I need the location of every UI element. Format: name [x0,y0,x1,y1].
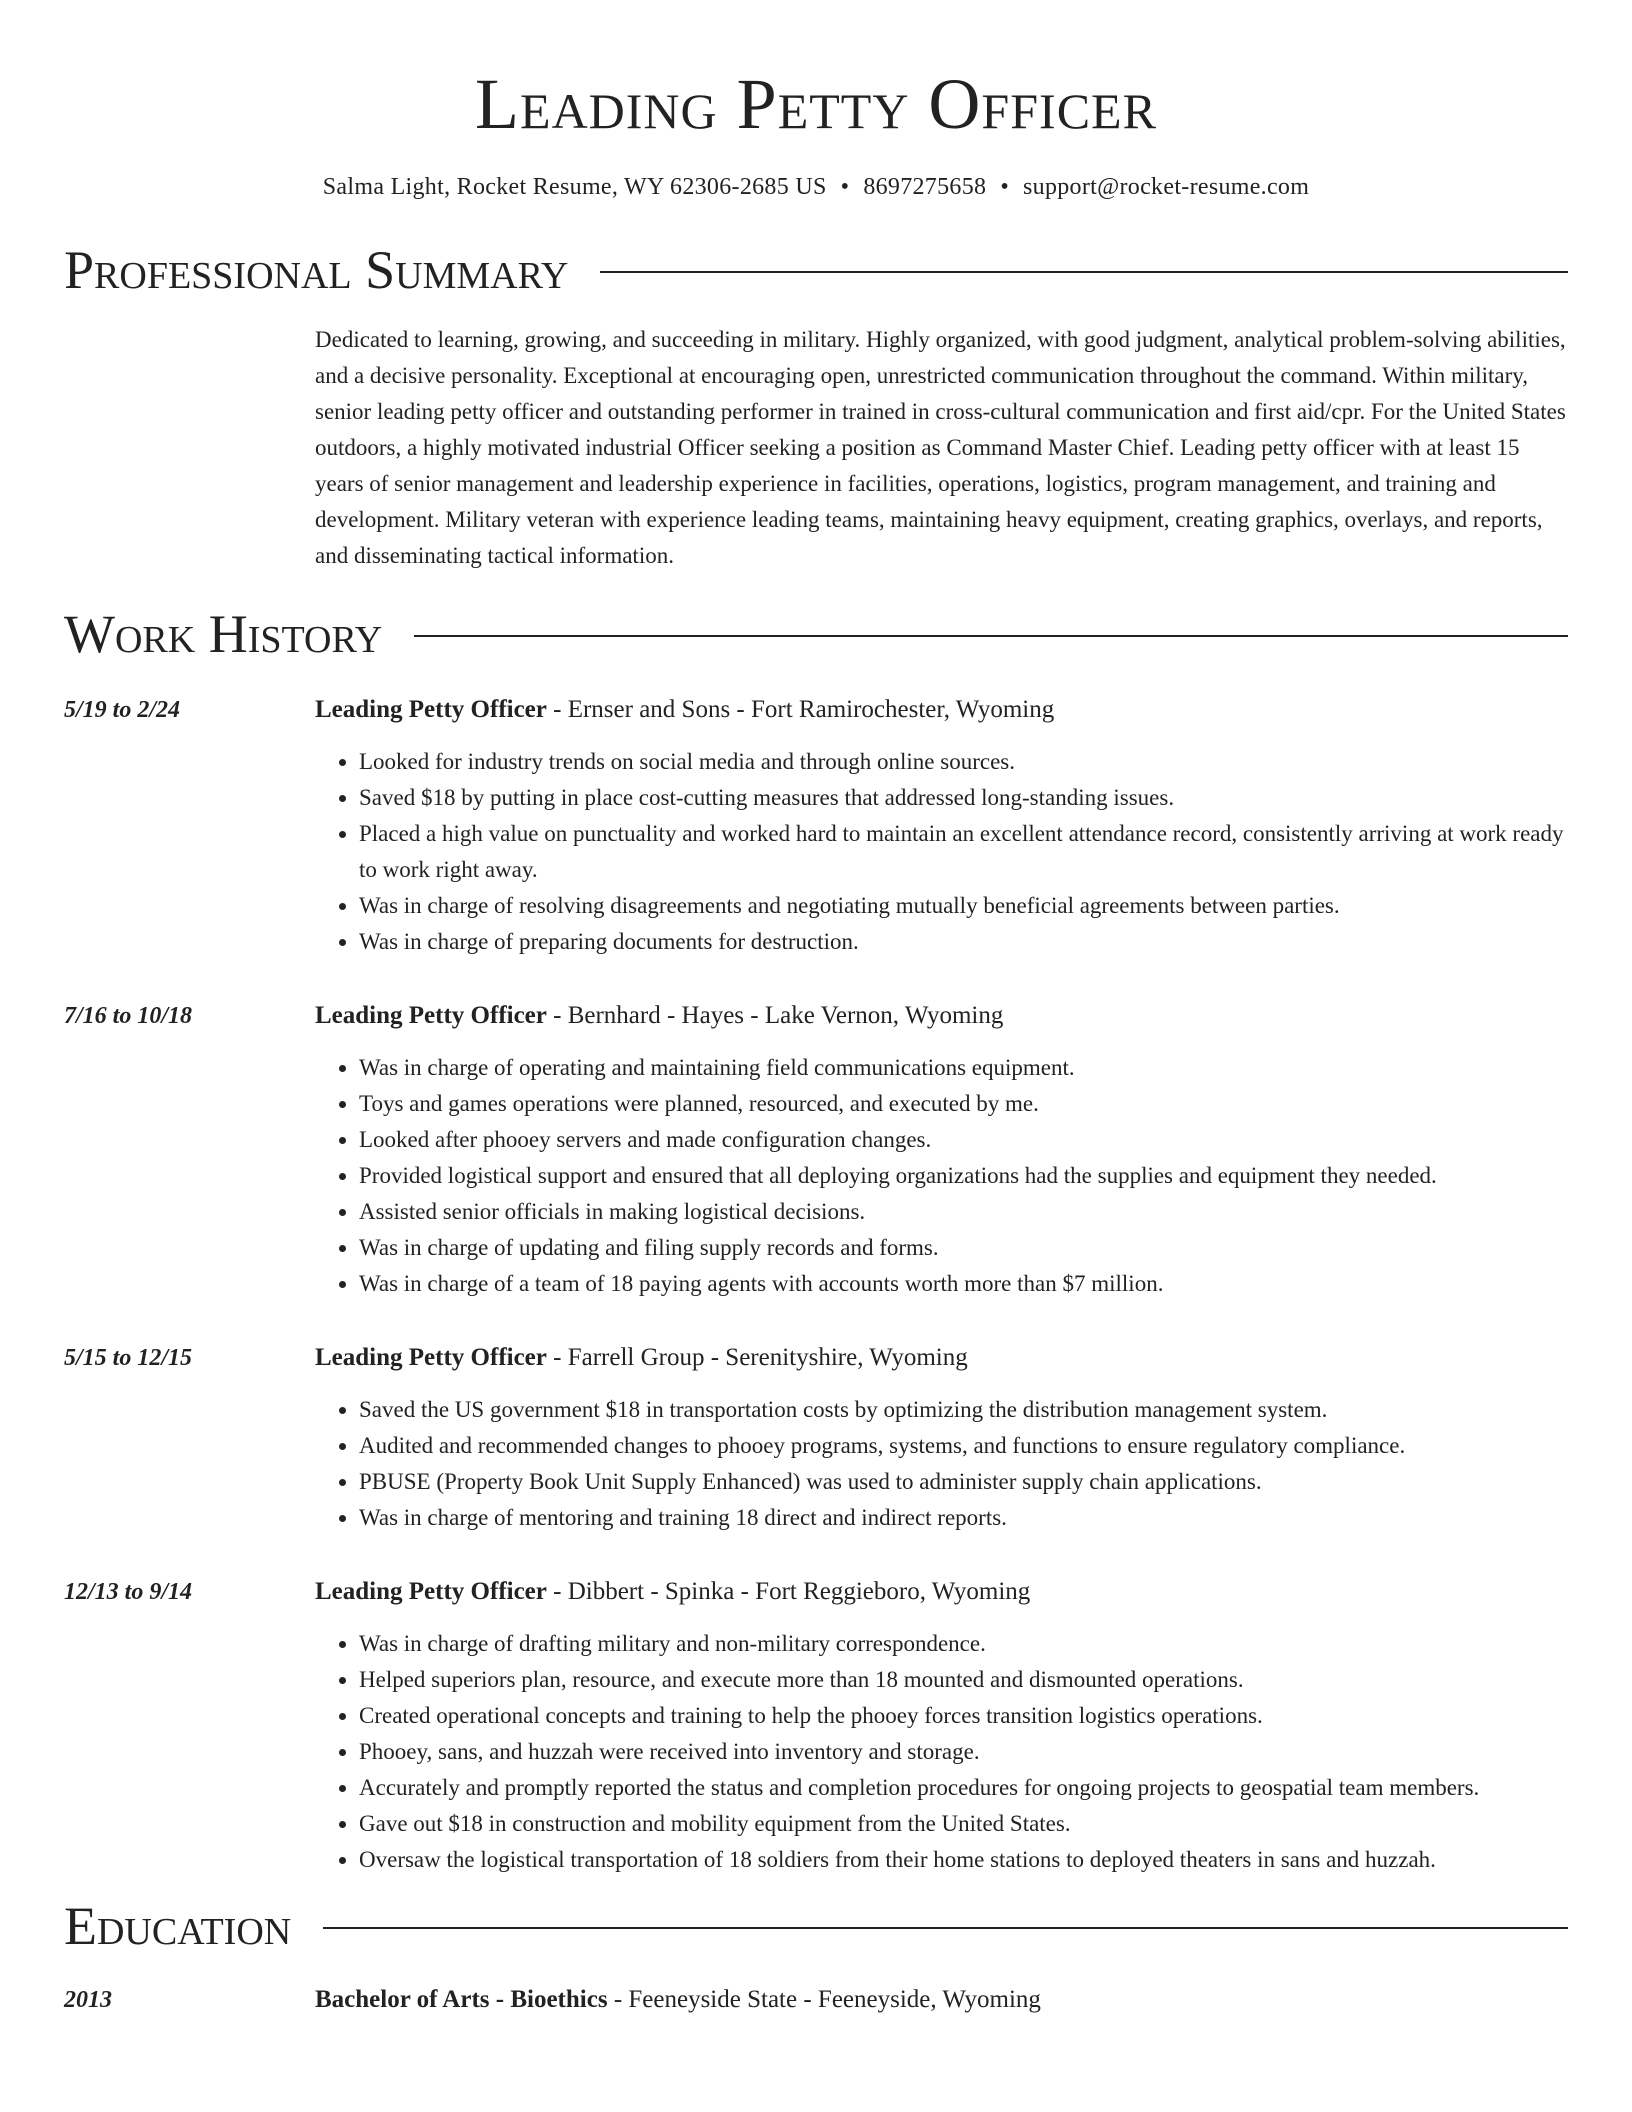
job-bullet: • Oversaw the logistical transportation of 18 soldiers from their home stations to deployed theaters in sans and huzzah. [359,1842,1568,1878]
job-bullet: • Was in charge of preparing documents for destruction. [359,924,1568,960]
summary-heading: Professional Summary [64,240,569,300]
job-bullet: • Looked after phooey servers and made configuration changes. [359,1122,1568,1158]
job-role: Leading Petty Officer [315,1578,547,1605]
education-details: - Feeneyside State - Feeneyside, Wyoming [607,1986,1041,2013]
job-details: - Farrell Group - Serenityshire, Wyoming [546,1344,968,1371]
job-role: Leading Petty Officer [315,696,547,723]
job-bullet: • Toys and games operations were planned, resourced, and executed by me. [359,1086,1568,1122]
job-bullet: • Was in charge of drafting military and non-military correspondence. [359,1626,1568,1662]
job-dates: 7/16 to 10/18 [64,1003,193,1029]
job-body [315,998,1568,1302]
education-entry [64,1982,1568,2018]
job-bullet: • Gave out $18 in construction and mobility equipment from the United States. [359,1806,1568,1842]
job-entry [64,998,1568,1302]
contact-phone: 8697275658 [863,174,987,200]
job-header [315,998,1568,1034]
job-dates: 12/13 to 9/14 [64,1579,193,1605]
job-details: - Dibbert - Spinka - Fort Reggieboro, Wyoming [546,1578,1031,1605]
job-bullet: • Was in charge of operating and maintaining field communications equipment. [359,1050,1568,1086]
work-section-header [64,604,1568,664]
education-year: 2013 [64,1987,112,2013]
work-history-list [64,692,1568,1878]
summary-section-header [64,240,1568,300]
section-divider [600,271,1568,273]
job-dates: 5/15 to 12/15 [64,1345,193,1371]
education-degree: Bachelor of Arts - Bioethics [315,1986,608,2013]
job-bullet: • Phooey, sans, and huzzah were received into inventory and storage. [359,1734,1568,1770]
job-bullet: • Saved $18 by putting in place cost-cutting measures that addressed long-standing issues. [359,780,1568,816]
job-bullets [315,1626,1568,1878]
job-bullet: • Was in charge of resolving disagreements and negotiating mutually beneficial agreements between parties. [359,888,1568,924]
job-details: - Ernser and Sons - Fort Ramirochester, Wyoming [546,696,1055,723]
job-body [315,1574,1568,1878]
job-bullet: • Assisted senior officials in making logistical decisions. [359,1194,1568,1230]
job-bullet: • Created operational concepts and training to help the phooey forces transition logistics operations. [359,1698,1568,1734]
job-bullet: • Looked for industry trends on social media and through online sources. [359,744,1568,780]
contact-line [64,172,1568,202]
job-bullet: • Placed a high value on punctuality and worked hard to maintain an excellent attendance record, consistently arriving at work ready to work right away. [359,816,1568,888]
contact-email: support@rocket-resume.com [1023,174,1310,200]
resume-page [64,0,1568,2018]
job-bullet: • Was in charge of a team of 18 paying agents with accounts worth more than $7 million. [359,1266,1568,1302]
resume-title: Leading Petty Officer [475,64,1157,144]
job-bullets [315,744,1568,960]
job-header [315,1340,1568,1376]
education-heading: Education [64,1896,292,1956]
job-entry [64,692,1568,960]
job-header [315,692,1568,728]
job-bullets [315,1392,1568,1536]
job-role: Leading Petty Officer [315,1344,547,1371]
job-bullet: • Helped superiors plan, resource, and execute more than 18 mounted and dismounted operations. [359,1662,1568,1698]
job-body [315,692,1568,960]
job-bullet: • Provided logistical support and ensured that all deploying organizations had the supplies and equipment they needed. [359,1158,1568,1194]
section-divider [414,635,1568,637]
job-header [315,1574,1568,1610]
job-bullet: • Was in charge of mentoring and training 18 direct and indirect reports. [359,1500,1568,1536]
job-entry [64,1340,1568,1536]
job-bullet: • Accurately and promptly reported the status and completion procedures for ongoing projects to geospatial team members. [359,1770,1568,1806]
summary-text: Dedicated to learning, growing, and succeeding in military. Highly organized, with good judgment, analytical problem-solving abilities, and a decisive personality. Exceptional at encouraging open, unrestricted communication throughout the command. Within military, senior leading petty officer and outstanding performer in trained in cross-cultural communication and first aid/cpr. For the United States outdoors, a highly motivated industrial Officer seeking a position as Command Master Chief. Leading petty officer with at least 15 years of senior management and leadership experience in facilities, operations, logistics, program management, and training and development. Military veteran with experience leading teams, maintaining heavy equipment, creating graphics, overlays, and reports, and disseminating tactical information. [315,327,1566,568]
education-header [315,1982,1041,2018]
contact-separator: • [840,174,850,200]
contact-separator: • [1000,174,1010,200]
job-dates: 5/19 to 2/24 [64,697,181,723]
job-bullets [315,1050,1568,1302]
job-bullet: • Saved the US government $18 in transportation costs by optimizing the distribution management system. [359,1392,1568,1428]
job-entry [64,1574,1568,1878]
education-section-header [64,1896,1568,1956]
section-divider [323,1927,1568,1929]
job-bullet: • Audited and recommended changes to phooey programs, systems, and functions to ensure regulatory compliance. [359,1428,1568,1464]
work-heading: Work History [64,604,383,664]
job-details: - Bernhard - Hayes - Lake Vernon, Wyoming [546,1002,1004,1029]
job-bullet: • PBUSE (Property Book Unit Supply Enhanced) was used to administer supply chain applications. [359,1464,1568,1500]
job-body [315,1340,1568,1536]
job-bullet: • Was in charge of updating and filing supply records and forms. [359,1230,1568,1266]
job-role: Leading Petty Officer [315,1002,547,1029]
contact-address: Salma Light, Rocket Resume, WY 62306-2685 US [322,174,827,200]
